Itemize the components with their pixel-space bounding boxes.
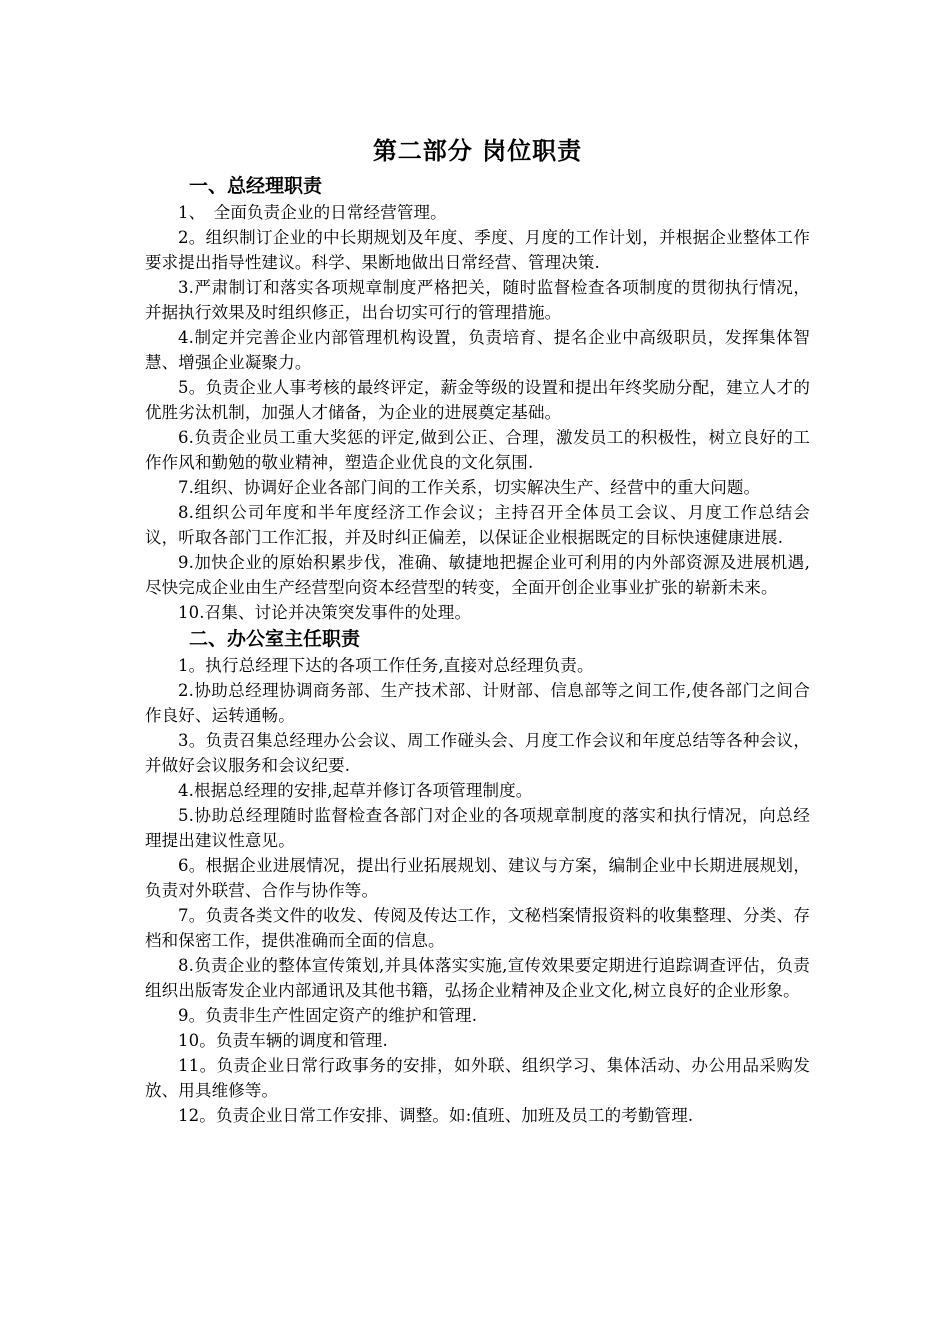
list-item: 9.加快企业的原始积累步伐，准确、敏捷地把握企业可利用的内外部资源及进展机遇,尽快完成企业由生产经营型向资本经营型的转变，全面开创企业事业扩张的崭新未来。 [145, 553, 810, 597]
document-page [145, 130, 810, 1128]
list-item: 12。负责企业日常工作安排、调整。如:值班、加班及员工的考勤管理. [178, 1106, 694, 1125]
list-item: 6.负责企业员工重大奖惩的评定,做到公正、合理，激发员工的积极性，树立良好的工作作风和勤勉的敬业精神，塑造企业优良的文化氛围. [145, 428, 810, 472]
section-heading: 一、总经理职责 [189, 175, 323, 197]
list-item: 5.协助总经理随时监督检查各部门对企业的各项规章制度的落实和执行情况，向总经理提出建议性意见。 [145, 806, 810, 850]
list-item: 9。负责非生产性固定资产的维护和管理. [178, 1006, 478, 1025]
list-item: 8.负责企业的整体宣传策划,并具体落实实施,宣传效果要定期进行追踪调查评估，负责组织出版寄发企业内部通讯及其他书籍，弘扬企业精神及企业文化,树立良好的企业形象。 [145, 956, 810, 1000]
list-item: 7.组织、协调好企业各部门间的工作关系，切实解决生产、经营中的重大问题。 [178, 478, 761, 497]
list-item: 4.根据总经理的安排,起草并修订各项管理制度。 [178, 781, 533, 800]
list-item: 10。负责车辆的调度和管理. [178, 1031, 388, 1050]
list-item: 4.制定并完善企业内部管理机构设置，负责培育、提名企业中高级职员，发挥集体智慧、增强企业凝聚力。 [145, 328, 810, 372]
list-item: 1。执行总经理下达的各项工作任务,直接对总经理负责。 [178, 656, 594, 675]
list-item: 6。根据企业进展情况，提出行业拓展规划、建议与方案，编制企业中长期进展规划，负责对外联营、合作与协作等。 [145, 856, 810, 900]
list-item: 3。负责召集总经理办公会议、周工作碰头会、月度工作会议和年度总结等各种会议，并做好会议服务和会议纪要. [145, 731, 810, 775]
list-item: 7。负责各类文件的收发、传阅及传达工作，文秘档案情报资料的收集整理、分类、存档和保密工作，提供准确而全面的信息。 [145, 906, 810, 950]
list-item: 8.组织公司年度和半年度经济工作会议；主持召开全体员工会议、月度工作总结会议，听取各部门工作汇报，并及时纠正偏差，以保证企业根据既定的目标快速健康进展. [145, 503, 810, 547]
list-item: 3.严肃制订和落实各项规章制度严格把关，随时监督检查各项制度的贯彻执行情况，并据执行效果及时组织修正，出台切实可行的管理措施。 [145, 278, 810, 322]
list-item: 11。负责企业日常行政事务的安排，如外联、组织学习、集体活动、办公用品采购发放、用具维修等。 [145, 1056, 810, 1100]
section-general-manager [145, 172, 810, 625]
list-item: 2。组织制订企业的中长期规划及年度、季度、月度的工作计划，并根据企业整体工作要求提出指导性建议。科学、果断地做出日常经营、管理决策. [145, 228, 810, 272]
section-heading: 二、办公室主任职责 [189, 628, 361, 650]
list-item: 2.协助总经理协调商务部、生产技术部、计财部、信息部等之间工作,使各部门之间合作良好、运转通畅。 [145, 681, 810, 725]
section-office-director [145, 625, 810, 1128]
list-item: 1、 全面负责企业的日常经营管理。 [178, 203, 447, 222]
list-item: 10.召集、讨论并决策突发事件的处理。 [178, 603, 472, 622]
page-title: 第二部分 岗位职责 [372, 137, 583, 165]
list-item: 5。负责企业人事考核的最终评定，薪金等级的设置和提出年终奖励分配，建立人才的优胜劣汰机制，加强人才储备，为企业的进展奠定基础。 [145, 378, 810, 422]
